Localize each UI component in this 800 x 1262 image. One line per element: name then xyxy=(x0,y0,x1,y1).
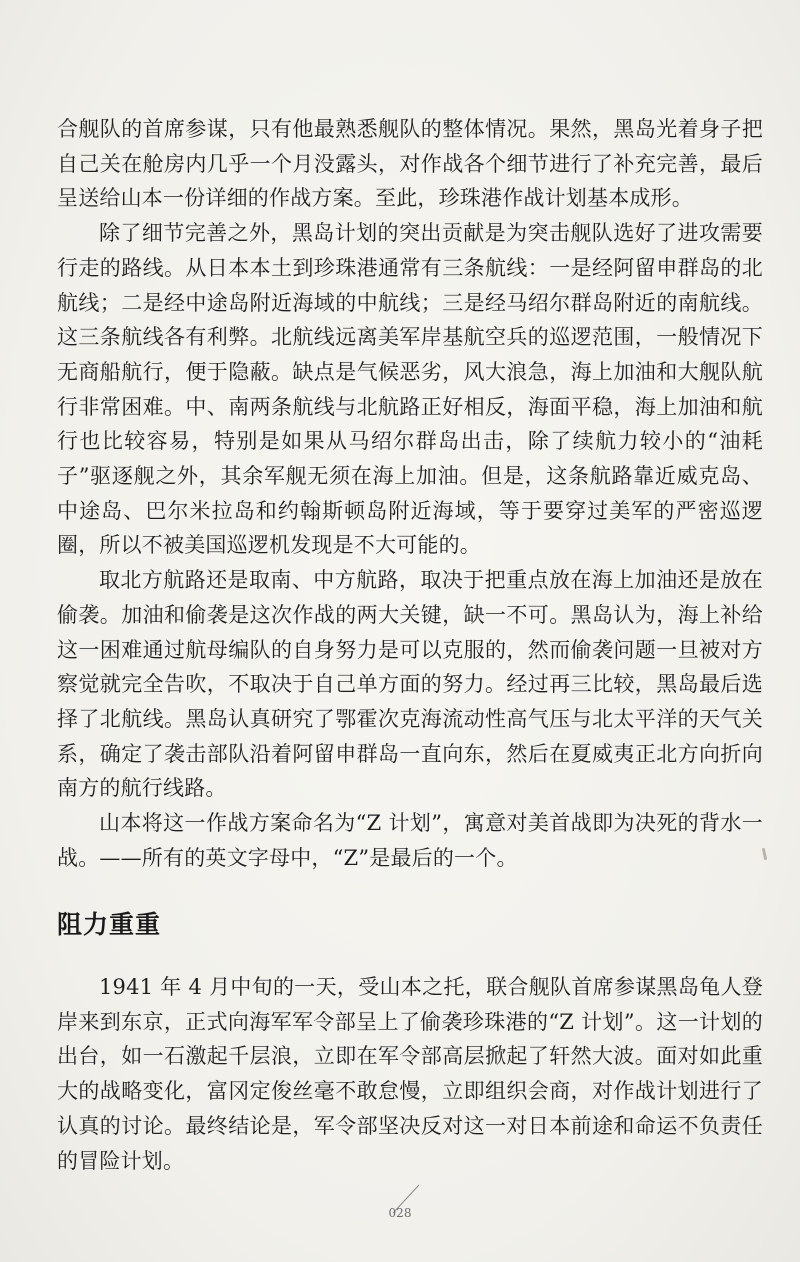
paragraph: 除了细节完善之外，黑岛计划的突出贡献是为突击舰队选好了进攻需要行走的路线。从日本本土到珍珠港通常有三条航线：一是经阿留申群岛的北航线；二是经中途岛附近海域的中航线；三是经马绍尔群岛附近的南航线。这三条航线各有利弊。北航线远离美军岸基航空兵的巡逻范围，一般情况下无商船航行，便于隐蔽。缺点是气候恶劣，风大浪急，海上加油和大舰队航行非常困难。中、南两条航线与北航路正好相反，海面平稳，海上加油和航行也比较容易，特别是如果从马绍尔群岛出击，除了续航力较小的“油耗子”驱逐舰之外，其余军舰无须在海上加油。但是，这条航路靠近威克岛、中途岛、巴尔米拉岛和约翰斯顿岛附近海域，等于要穿过美军的严密巡逻圈，所以不被美国巡逻机发现是不大可能的。 xyxy=(57,221,763,558)
section-heading: 阻力重重 xyxy=(57,910,162,939)
page-number: 028 xyxy=(388,1206,412,1220)
paragraph: 合舰队的首席参谋，只有他最熟悉舰队的整体情况。果然，黑岛光着身子把自己关在舱房内几乎一个月没露头，对作战各个细节进行了补充完善，最后呈送给山本一份详细的作战方案。至此，珍珠港作战计划基本成形。 xyxy=(57,117,763,211)
paragraph: 取北方航路还是取南、中方航路，取决于把重点放在海上加油还是放在偷袭。加油和偷袭是这次作战的两大关键，缺一不可。黑岛认为，海上补给这一困难通过航母编队的自身努力是可以克服的，然而偷袭问题一旦被对方察觉就完全告吹，不取决于自己单方面的努力。经过再三比较，黑岛最后选择了北航线。黑岛认真研究了鄂霍次克海流动性高气压与北太平洋的天气关系，确定了袭击部队沿着阿留申群岛一直向东，然后在夏威夷正北方向折向南方的航行线路。 xyxy=(57,568,763,801)
body-text-top xyxy=(57,112,763,875)
paragraph: 山本将这一作战方案命名为“Z 计划”，寓意对美首战即为决死的背水一战。——所有的英文字母中，“Z”是最后的一个。 xyxy=(57,811,763,870)
body-text-bottom xyxy=(57,970,763,1178)
paragraph: 1941 年 4 月中旬的一天，受山本之托，联合舰队首席参谋黑岛龟人登岸来到东京，正式向海军军令部呈上了偷袭珍珠港的“Z 计划”。这一计划的出台，如一石激起千层浪，立即在军令部高层掀起了轩然大波。面对如此重大的战略变化，富冈定俊丝毫不敢怠慢，立即组织会商，对作战计划进行了认真的讨论。最终结论是，军令部坚决反对这一对日本前途和命运不负责任的冒险计划。 xyxy=(57,975,763,1173)
